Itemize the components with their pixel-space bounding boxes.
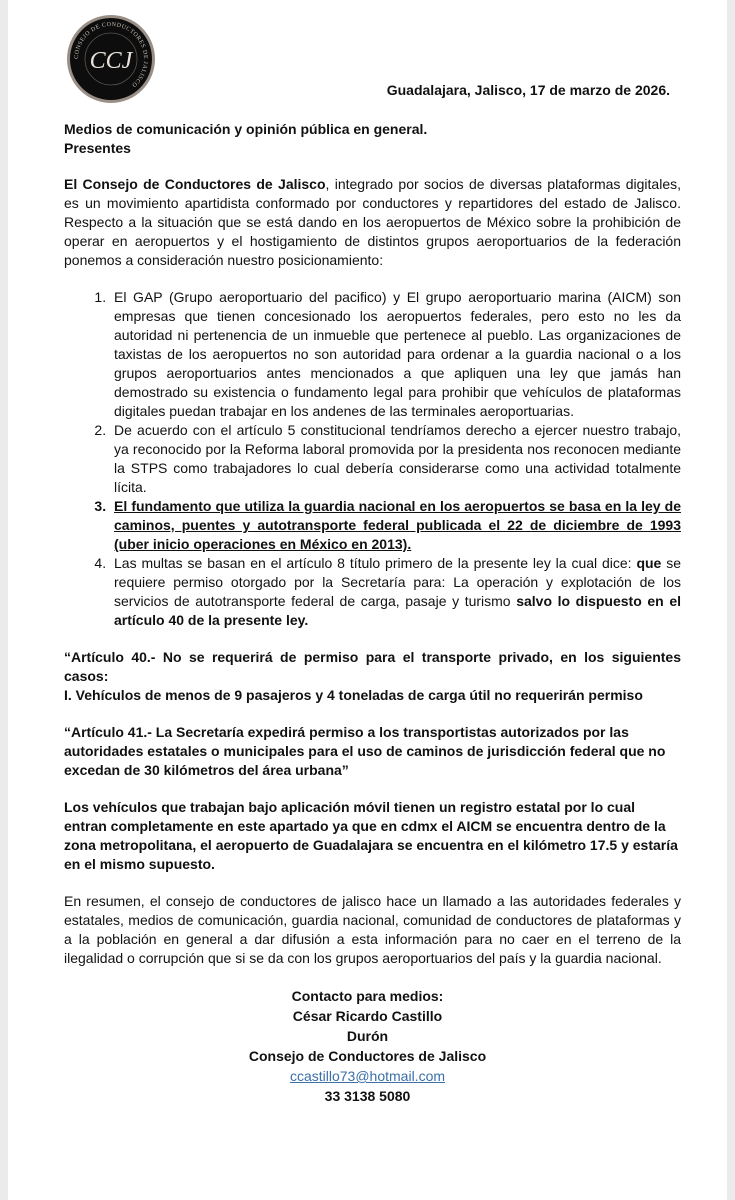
contact-block — [64, 986, 681, 1106]
addressee-line: Medios de comunicación y opinión pública en general. — [64, 121, 428, 137]
date-line: Guadalajara, Jalisco, 17 de marzo de 2026. — [386, 82, 670, 98]
list-item — [110, 421, 681, 497]
council-logo — [66, 14, 156, 104]
contact-name-line2: Durón — [346, 1028, 389, 1044]
article-40-line1: “Artículo 40.- No se requerirá de permiso para el transporte privado, en los siguientes casos: — [64, 649, 681, 684]
logo-ring-text: CONSEJO DE CONDUCTORES DE JALISCO — [73, 21, 149, 88]
logo-monogram: CCJ — [89, 48, 133, 74]
point-4-text-d: salvo lo dispuesto en el artículo 40 de la presente ley. — [114, 593, 681, 628]
points-list — [64, 288, 681, 630]
article-40-line2: I. Vehículos de menos de 9 pasajeros y 4 toneladas de carga útil no requerirán permiso — [64, 687, 643, 703]
intro-text: , integrado por socios de diversas plataformas digitales, es un movimiento apartidista conformado por conductores y repartidores del estado de Jalisco. Respecto a la situación que se está dando en los aeropuertos de México sobre la prohibición de operar en aeropuertos y el hostigamiento de distintos grupos aeroportuarios de la federación ponemos a consideración nuestro posicionamiento: — [64, 176, 681, 268]
article-41-quote: “Artículo 41.- La Secretaría expedirá permiso a los transportistas autorizados por las autoridades estatales o municipales para el uso de caminos de jurisdicción federal que no excedan de 30 kilómetros del área urbana” — [64, 724, 666, 778]
article-40-quote — [64, 648, 681, 705]
point-4-text-b: que — [636, 555, 662, 571]
letter-body — [64, 120, 681, 1106]
point-1-text: El GAP (Grupo aeroportuario del pacifico) y El grupo aeroportuario marina (AICM) son empresas que tienen concesionado los aeropuertos federales, pero esto no les da autoridad ni pertenencia de un inmueble que pertenece al pueblo. Las organizaciones de taxistas de los aeropuertos no son autoridad para ordenar a la guardia nacional o a los grupos aeroportuarios antes mencionados a que apliquen una ley que jamás han demostrado su existencia o fundamento legal para prohibir que vehículos de plataformas digitales puedan trabajar en los andenes de las terminales aeroportuarias. — [114, 289, 681, 419]
vehicles-paragraph: Los vehículos que trabajan bajo aplicación móvil tienen un registro estatal por lo cual entran completamente en este apartado ya que en cdmx el AICM se encuentra dentro de la zona metropolitana, el aeropuerto de Guadalajara se encuentra en el kilómetro 17.5 y estaría en el mismo supuesto. — [64, 799, 678, 872]
list-item — [110, 554, 681, 630]
point-4-text-c: se requiere permiso otorgado por la Secretaría para: La operación y explotación de los servicios de autotransporte federal de carga, pasaje y turismo — [114, 555, 681, 609]
contact-phone: 33 3138 5080 — [324, 1088, 411, 1104]
point-3-text: El fundamento que utiliza la guardia nacional en los aeropuertos se basa en la ley de caminos, puentes y autotransporte federal publicada el 22 de diciembre de 1993 (uber inicio operaciones en México en 2013). — [114, 498, 681, 552]
summary-paragraph: En resumen, el consejo de conductores de jalisco hace un llamado a las autoridades federales y estatales, medios de comunicación, guardia nacional, comunidad de conductores de plataformas y a la población en general a dar difusión a esta información para no caer en el terreno de la ilegalidad o corrupción que si se da con los grupos aeroportuarios del país y la guardia nacional. — [64, 893, 681, 966]
contact-name-line1: César Ricardo Castillo — [292, 1008, 443, 1024]
intro-paragraph — [64, 175, 681, 270]
document-page — [8, 0, 727, 1200]
contact-email-link[interactable]: ccastillo73@hotmail.com — [289, 1068, 446, 1084]
contact-organization: Consejo de Conductores de Jalisco — [248, 1048, 487, 1064]
point-2-text: De acuerdo con el artículo 5 constitucional tendríamos derecho a ejercer nuestro trabajo, ya reconocido por la Reforma laboral promovida por la presidenta nos reconocen mediante la STPS como trabajadores lo cual debería considerarse como una actividad totalmente lícita. — [114, 422, 681, 495]
list-item — [110, 288, 681, 421]
point-4-text-a: Las multas se basan en el artículo 8 título primero de la presente ley la cual dice: — [114, 555, 637, 571]
addressee-presentes: Presentes — [64, 140, 131, 156]
contact-heading: Contacto para medios: — [291, 988, 444, 1004]
intro-org-name: El Consejo de Conductores de Jalisco — [64, 176, 326, 192]
list-item — [110, 497, 681, 554]
